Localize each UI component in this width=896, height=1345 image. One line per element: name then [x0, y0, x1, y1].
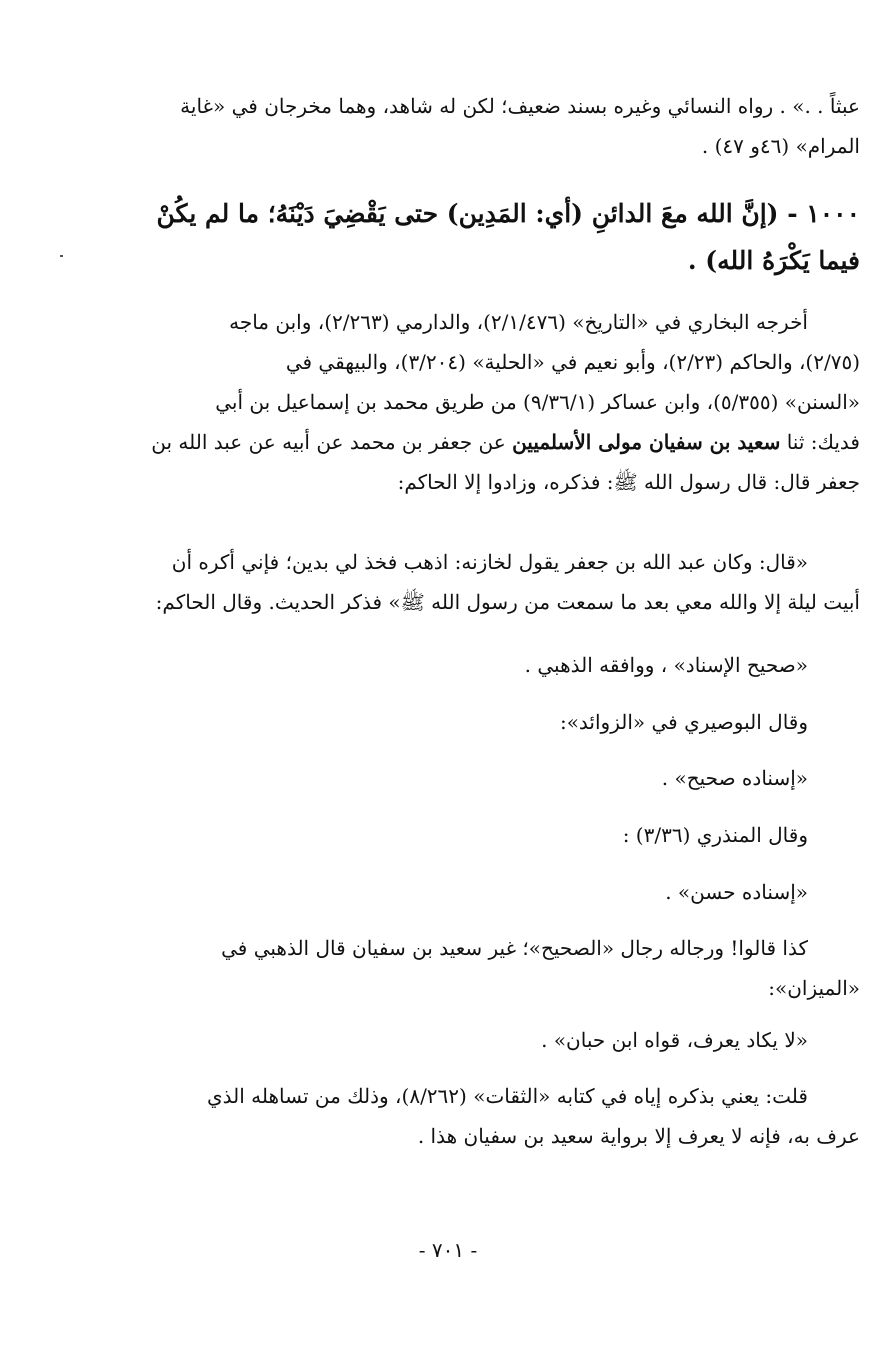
busiri-intro: [108, 702, 860, 742]
paragraph-note-continuation: [108, 86, 860, 166]
busiri-grade: [108, 758, 860, 798]
page-number: - ٧٠١ -: [418, 1238, 478, 1262]
text-line: قلت: يعني بذكره إياه في كتابه «الثقات» (٨/٢٦٢)، وذلك من تساهله الذي: [206, 1084, 808, 1108]
narrator-name: سعيد بن سفيان مولى الأسلميين: [512, 430, 781, 454]
text-line: «الميزان»:: [768, 976, 860, 1000]
text-line: أخرجه البخاري في «التاريخ» (٢/١/٤٧٦)، والدارمي (٢/٢٦٣)، وابن ماجه: [229, 310, 808, 334]
text-line: (٢/٧٥)، والحاكم (٢/٢٣)، وأبو نعيم في «الحلية» (٣/٢٠٤)، والبيهقي في: [285, 350, 860, 374]
text-line: «إسناده حسن» .: [665, 880, 808, 904]
text-line: المرام» (٤٦و ٤٧) .: [701, 134, 860, 158]
text-line: «السنن» (٥/٣٥٥)، وابن عساكر (٩/٣٦/١) من طريق محمد بن إسماعيل بن أبي: [215, 390, 860, 414]
text-fragment: فديك: ثنا: [780, 430, 860, 454]
mundhiri-grade: [108, 872, 860, 912]
paragraph-takhrij: [108, 302, 860, 502]
text-line: «لا يكاد يعرف، قواه ابن حبان» .: [541, 1028, 808, 1052]
text-line: «قال: وكان عبد الله بن جعفر يقول لخازنه: اذهب فخذ لي بدين؛ فإني أكره أن: [171, 550, 808, 574]
text-line: كذا قالوا! ورجاله رجال «الصحيح»؛ غير سعيد بن سفيان قال الذهبي في: [221, 936, 808, 960]
text-line: جعفر قال: قال رسول الله ﷺ: فذكره، وزادوا إلا الحاكم:: [397, 470, 860, 494]
hakim-grade: [108, 645, 860, 685]
paragraph-quote: [108, 542, 860, 622]
text-line: «إسناده صحيح» .: [661, 766, 808, 790]
hadith-line: ١٠٠٠ - (إنَّ الله معَ الدائنِ (أي: المَدِين) حتى يَقْضِيَ دَيْنَهُ؛ ما لم يكُنْ: [156, 199, 860, 228]
text-line: وقال البوصيري في «الزوائد»:: [559, 710, 808, 734]
paragraph-dhahabi: [108, 928, 860, 1008]
text-line: أبيت ليلة إلا والله معي بعد ما سمعت من رسول الله ﷺ» فذكر الحديث. وقال الحاكم:: [155, 590, 860, 614]
text-line: [108, 422, 860, 462]
hadith-text: [108, 190, 860, 284]
text-line: «صحيح الإسناد» ، ووافقه الذهبي .: [524, 653, 808, 677]
text-line: عبثاً . .» . رواه النسائي وغيره بسند ضعيف؛ لكن له شاهد، وهما مخرجان في «غاية: [180, 94, 860, 118]
scan-speck: [60, 255, 63, 257]
hadith-line: فيما يَكْرَهُ الله) .: [687, 246, 860, 275]
dhahabi-quote: [108, 1020, 860, 1060]
text-line: وقال المنذري (٣/٣٦) :: [622, 823, 808, 847]
mundhiri-intro: [108, 815, 860, 855]
paragraph-qult: [108, 1076, 860, 1156]
text-line: عرف به، فإنه لا يعرف إلا برواية سعيد بن سفيان هذا .: [417, 1124, 860, 1148]
text-fragment: عن جعفر بن محمد عن أبيه عن عبد الله بن: [151, 430, 513, 454]
